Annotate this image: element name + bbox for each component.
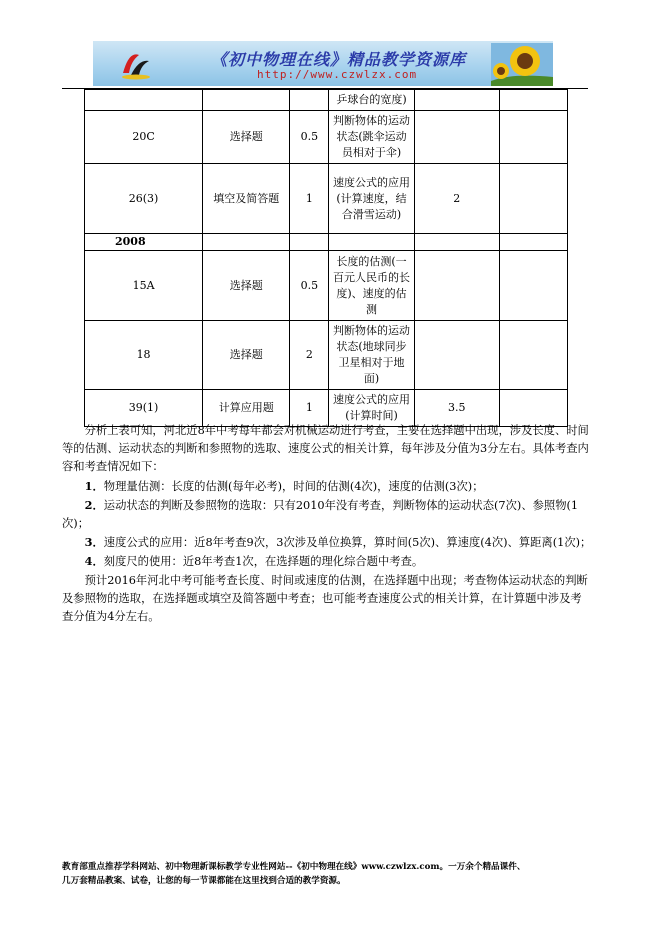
list-item <box>62 496 592 533</box>
table-cell-total <box>414 111 499 164</box>
item-number: 2． <box>84 497 104 512</box>
table-cell-score: 2 <box>290 321 329 390</box>
banner-url[interactable]: http://www.czwlzx.com <box>257 68 418 81</box>
item-text: 速度公式的应用：近8年考查9次，3次涉及单位换算，算时间(5次)、算速度(4次)、算距离(1次)； <box>103 536 592 550</box>
year-label: 2008 <box>85 234 203 251</box>
item-text: 运动状态的判断及参照物的选取：只有2010年没有考查，判断物体的运动状态(7次)、参照物(1次)； <box>62 498 579 531</box>
item-number: 1． <box>84 478 104 493</box>
item-text: 刻度尺的使用：近8年考查1次，在选择题的理化综合题中考查。 <box>103 555 424 569</box>
item-number: 4． <box>84 554 104 569</box>
table-cell-total <box>414 90 499 111</box>
table-cell-extra <box>499 321 567 390</box>
table-cell-empty <box>414 234 499 251</box>
footer-line: 教育部重点推荐学科网站、初中物理新课标教学专业性网站--《初中物理在线》www.czwlzx.com。一万余个精品课件、 <box>62 862 526 872</box>
table-cell-score: 0.5 <box>290 251 329 321</box>
table-row <box>85 251 568 321</box>
table-cell-type: 选择题 <box>203 251 290 321</box>
table-cell-empty <box>290 234 329 251</box>
table-cell-extra <box>499 90 567 111</box>
table-cell-id: 15A <box>85 251 203 321</box>
header-banner <box>93 41 553 86</box>
item-number: 3． <box>84 535 104 550</box>
item-text: 物理量估测：长度的估测(每年必考)，时间的估测(4次)，速度的估测(3次)； <box>103 479 484 493</box>
sunflower-icon <box>491 43 553 86</box>
table-row-year <box>85 234 568 251</box>
table-cell-extra <box>499 164 567 234</box>
list-item <box>62 477 592 496</box>
table-cell-topic: 长度的估测(一百元人民币的长度)、速度的估测 <box>329 251 414 321</box>
analysis-text <box>62 422 592 626</box>
table-cell-extra <box>499 251 567 321</box>
table-cell-score <box>290 90 329 111</box>
footer-line: 几万套精品教案、试卷，让您的每一节课都能在这里找到合适的教学资源。 <box>62 876 346 886</box>
table-row <box>85 90 568 111</box>
table-cell-extra <box>499 390 567 427</box>
table-cell-id <box>85 90 203 111</box>
table-cell-score: 0.5 <box>290 111 329 164</box>
table-cell-type: 选择题 <box>203 111 290 164</box>
table-cell-id: 39(1) <box>85 390 203 427</box>
table-cell-type: 填空及简答题 <box>203 164 290 234</box>
table-cell-id: 20C <box>85 111 203 164</box>
table-cell-total: 2 <box>414 164 499 234</box>
table-cell-id: 18 <box>85 321 203 390</box>
site-logo-icon <box>119 47 153 81</box>
table-cell-type <box>203 90 290 111</box>
table-cell-score: 1 <box>290 390 329 427</box>
table-cell-topic: 速度公式的应用(计算时间) <box>329 390 414 427</box>
table-cell-score: 1 <box>290 164 329 234</box>
table-cell-topic: 乒球台的宽度) <box>329 90 414 111</box>
exam-table <box>84 89 568 427</box>
table-row <box>85 164 568 234</box>
table-cell-empty <box>203 234 290 251</box>
list-item <box>62 533 592 552</box>
list-item <box>62 552 592 571</box>
table-cell-topic: 判断物体的运动状态(地球同步卫星相对于地面) <box>329 321 414 390</box>
table-cell-empty <box>499 234 567 251</box>
table-cell-type: 选择题 <box>203 321 290 390</box>
table-cell-total <box>414 251 499 321</box>
table-row <box>85 321 568 390</box>
page-footer <box>62 860 602 888</box>
analysis-intro: 分析上表可知，河北近8年中考每年都会对机械运动进行考查，主要在选择题中出现，涉及长度、时间等的估测、运动状态的判断和参照物的选取、速度公式的相关计算，每年涉及分值为3分左右。具体考查内容和考查情况如下： <box>62 424 589 474</box>
banner-title: 《初中物理在线》精品教学资源库 <box>211 50 467 69</box>
table-cell-type: 计算应用题 <box>203 390 290 427</box>
forecast-paragraph: 预计2016年河北中考可能考查长度、时间或速度的估测，在选择题中出现；考查物体运动状态的判断及参照物的选取，在选择题或填空及简答题中考查；也可能考查速度公式的相关计算，在计算题中涉及考查分值为4分左右。 <box>62 573 588 624</box>
table-cell-total: 3.5 <box>414 390 499 427</box>
table-cell-total <box>414 321 499 390</box>
table-cell-topic: 速度公式的应用(计算速度，结合滑雪运动) <box>329 164 414 234</box>
table-cell-extra <box>499 111 567 164</box>
table-cell-topic: 判断物体的运动状态(跳伞运动员相对于伞) <box>329 111 414 164</box>
table-row <box>85 111 568 164</box>
table-cell-id: 26(3) <box>85 164 203 234</box>
table-row <box>85 390 568 427</box>
table-cell-empty <box>329 234 414 251</box>
